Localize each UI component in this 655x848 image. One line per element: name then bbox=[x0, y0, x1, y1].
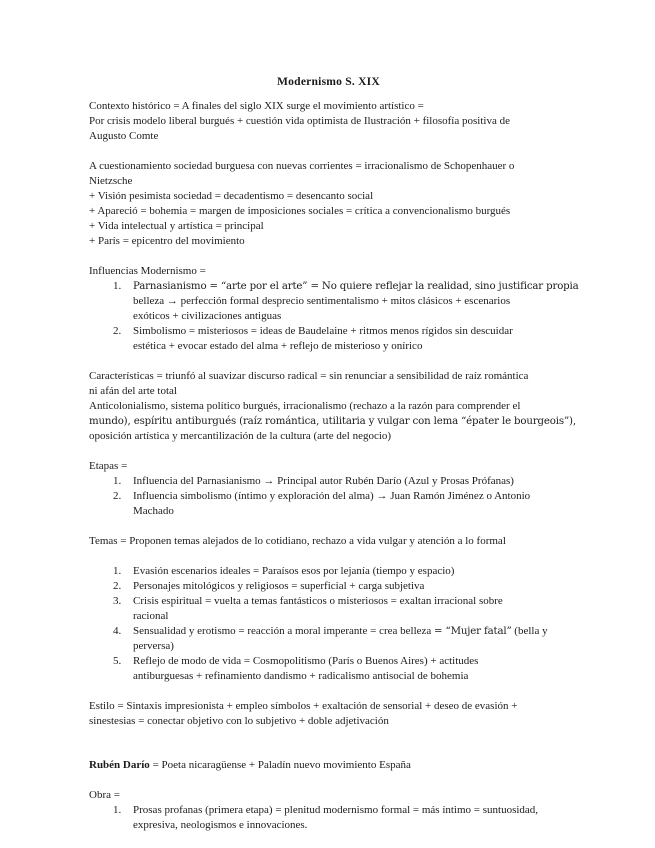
text-line bbox=[89, 429, 575, 444]
line-text bbox=[89, 700, 517, 712]
line-text bbox=[89, 160, 514, 172]
text-segment: Sensualidad y erotismo = reacción a moral imperante = crea belleza bbox=[133, 625, 435, 637]
text-segment: Contexto histórico = A finales del siglo XIX surge el movimiento artístico = bbox=[89, 100, 424, 112]
list-item-line bbox=[89, 803, 575, 818]
text-segment: Anticolonialismo, sistema político burgués, irracionalismo (rechazo a la razón para comprender el bbox=[89, 400, 521, 412]
text-segment: expresiva, neologismos e innovaciones. bbox=[133, 819, 308, 831]
list-continuation-line bbox=[89, 609, 575, 624]
line-text bbox=[89, 759, 411, 771]
text-segment: Etapas = bbox=[89, 460, 128, 472]
text-segment: ni afán del arte total bbox=[89, 385, 177, 397]
text-line bbox=[89, 189, 575, 204]
text-segment: Parnasianismo = “arte por el arte” = No quiere reflejar la realidad, sino justificar propia bbox=[133, 281, 579, 292]
text-line bbox=[89, 219, 575, 234]
list-item-line bbox=[89, 474, 575, 489]
list-item-line bbox=[89, 624, 575, 639]
text-segment: = Poeta nicaragüense + Paladín nuevo movimiento España bbox=[149, 759, 411, 771]
text-line bbox=[89, 714, 575, 729]
text-segment: Temas = Proponen temas alejados de lo cotidiano, rechazo a vida vulgar y atención a lo formal bbox=[89, 535, 506, 547]
list-item-number: 1. bbox=[113, 280, 122, 292]
text-line bbox=[89, 384, 575, 399]
temas-intro-paragraph bbox=[89, 534, 575, 549]
line-text bbox=[133, 610, 168, 622]
line-text bbox=[89, 535, 506, 547]
text-line bbox=[89, 174, 575, 189]
text-segment: Obra = bbox=[89, 789, 120, 801]
text-segment: oposición artística y mercantilización de la cultura (arte del negocio) bbox=[89, 430, 392, 442]
list-item-number: 2. bbox=[113, 490, 122, 502]
document-title: Modernismo S. XIX bbox=[277, 75, 380, 88]
line-text bbox=[89, 430, 391, 442]
text-segment: Rubén Darío bbox=[89, 759, 150, 771]
temas-list bbox=[89, 564, 575, 684]
list-continuation-line bbox=[89, 309, 575, 324]
text-segment: perversa) bbox=[133, 640, 174, 652]
context-paragraph bbox=[89, 99, 575, 144]
line-text bbox=[89, 715, 389, 727]
list-continuation-line bbox=[89, 818, 575, 833]
text-line bbox=[89, 399, 575, 414]
line-text bbox=[133, 324, 513, 339]
text-segment: Influencia del Parnasianismo → Principal autor Rubén Darío (Azul y Prosas Prófanas) bbox=[133, 475, 514, 487]
text-segment: A cuestionamiento sociedad burguesa con nuevas corrientes = irracionalismo de Schopenhauer o bbox=[89, 160, 515, 172]
cuestionamiento-paragraph bbox=[89, 159, 575, 249]
line-text bbox=[133, 505, 174, 517]
line-text bbox=[89, 220, 264, 232]
text-segment: Augusto Comte bbox=[89, 130, 159, 142]
text-segment: Influencia simbolismo (íntimo y exploración del alma) → Juan Ramón Jiménez o Antonio bbox=[133, 490, 531, 502]
list-continuation-line bbox=[89, 669, 575, 684]
list-continuation-line bbox=[89, 339, 575, 354]
list-item-line bbox=[89, 564, 575, 579]
line-text bbox=[133, 295, 510, 307]
text-segment: belleza → perfección formal desprecio sentimentalismo + mitos clásicos + escenarios bbox=[133, 295, 511, 307]
line-text bbox=[133, 579, 424, 594]
line-text bbox=[89, 460, 127, 472]
text-line bbox=[89, 99, 575, 114]
list-item-number: 2. bbox=[113, 580, 122, 592]
line-text bbox=[133, 489, 530, 504]
line-text bbox=[133, 279, 579, 294]
list-item-line bbox=[89, 279, 579, 294]
estilo-paragraph bbox=[89, 699, 575, 729]
text-line bbox=[89, 234, 575, 249]
text-segment: Personajes mitológicos y religiosos = superficial + carga subjetiva bbox=[133, 580, 425, 592]
text-segment: Crisis espiritual = vuelta a temas fantásticos o misteriosos = exaltan irracional sobre bbox=[133, 595, 503, 607]
line-text bbox=[89, 235, 245, 247]
text-segment: + Apareció = bohemia = margen de imposiciones sociales = crítica a convencionalismo burgués bbox=[89, 205, 511, 217]
ruben-dario-heading bbox=[89, 758, 575, 773]
list-item-line bbox=[89, 579, 575, 594]
etapas-section bbox=[89, 459, 575, 519]
list-continuation-line bbox=[89, 294, 575, 309]
text-segment: Reflejo de modo de vida = Cosmopolitismo (París o Buenos Aires) + actitudes bbox=[133, 655, 479, 667]
line-text bbox=[133, 564, 454, 579]
text-segment: Simbolismo = misteriosos = ideas de Baudelaine + ritmos menos rígidos sin descuidar bbox=[133, 325, 513, 337]
text-line bbox=[89, 114, 575, 129]
line-text bbox=[133, 594, 503, 609]
line-text bbox=[89, 385, 177, 397]
text-segment: sinestesias = conectar objetivo con lo subjetivo + doble adjetivación bbox=[89, 715, 389, 727]
line-text bbox=[133, 670, 468, 682]
line-text bbox=[133, 624, 548, 639]
text-line bbox=[89, 758, 575, 773]
line-text bbox=[133, 474, 514, 489]
list-item-line bbox=[89, 489, 575, 504]
document-body bbox=[89, 99, 579, 833]
line-text bbox=[89, 370, 528, 382]
list-item-number: 1. bbox=[113, 475, 122, 487]
text-segment: antiburguesas + refinamiento dandismo + radicalismo antisocial de bohemia bbox=[133, 670, 469, 682]
line-text bbox=[89, 265, 206, 277]
text-segment: estética + evocar estado del alma + reflejo de misterioso y onírico bbox=[133, 340, 423, 352]
line-text bbox=[89, 115, 510, 127]
text-line bbox=[89, 788, 575, 803]
list-item-line bbox=[89, 594, 575, 609]
text-segment: + París = epicentro del movimiento bbox=[89, 235, 245, 247]
text-segment: mundo), espíritu antiburgués (raíz romántica, utilitaria y vulgar con lema “épater le bourgeois”), bbox=[89, 416, 576, 427]
list-item-number: 4. bbox=[113, 625, 122, 637]
text-segment: Nietzsche bbox=[89, 175, 133, 187]
line-text bbox=[133, 640, 174, 652]
list-item-number: 2. bbox=[113, 325, 122, 337]
text-segment: + Visión pesimista sociedad = decadentismo = desencanto social bbox=[89, 190, 374, 202]
text-segment: Estilo = Sintaxis impresionista + empleo símbolos + exaltación de sensorial + deseo de evasión + bbox=[89, 700, 518, 712]
text-segment: Evasión escenarios ideales = Paraísos esos por lejanía (tiempo y espacio) bbox=[133, 565, 455, 577]
text-segment: Influencias Modernismo = bbox=[89, 265, 206, 277]
text-line bbox=[89, 459, 575, 474]
text-line bbox=[89, 159, 575, 174]
text-segment: Machado bbox=[133, 505, 174, 517]
text-segment: Por crisis modelo liberal burgués + cuestión vida optimista de Ilustración + filosofía positiva de bbox=[89, 115, 510, 127]
line-text bbox=[133, 654, 478, 669]
obra-section bbox=[89, 788, 575, 833]
list-item-line bbox=[89, 654, 575, 669]
text-segment: + Vida intelectual y artística = principal bbox=[89, 220, 264, 232]
line-text bbox=[133, 819, 307, 831]
line-text bbox=[89, 400, 520, 412]
text-line bbox=[89, 414, 575, 429]
text-segment: (bella y bbox=[511, 625, 548, 637]
text-segment: Prosas profanas (primera etapa) = plenitud modernismo formal = más íntimo = suntuosidad, bbox=[133, 804, 539, 816]
line-text bbox=[89, 190, 373, 202]
line-text bbox=[89, 175, 132, 187]
list-item-line bbox=[89, 324, 575, 339]
caracteristicas-paragraph bbox=[89, 369, 575, 444]
line-text bbox=[133, 803, 538, 818]
line-text bbox=[89, 789, 120, 801]
line-text bbox=[89, 205, 510, 217]
text-line bbox=[89, 264, 575, 279]
list-item-number: 1. bbox=[113, 565, 122, 577]
text-segment: = “Mujer fatal” bbox=[434, 626, 512, 637]
list-continuation-line bbox=[89, 504, 575, 519]
line-text bbox=[89, 130, 158, 142]
text-line bbox=[89, 204, 575, 219]
text-line bbox=[89, 534, 575, 549]
text-line bbox=[89, 369, 575, 384]
list-item-number: 3. bbox=[113, 595, 122, 607]
list-item-number: 1. bbox=[113, 804, 122, 816]
line-text bbox=[133, 340, 422, 352]
text-segment: exóticos + civilizaciones antiguas bbox=[133, 310, 282, 322]
influencias-section bbox=[89, 264, 579, 354]
text-segment: racional bbox=[133, 610, 169, 622]
list-continuation-line bbox=[89, 639, 575, 654]
line-text bbox=[133, 310, 281, 322]
text-line bbox=[89, 129, 575, 144]
list-item-number: 5. bbox=[113, 655, 122, 667]
line-text bbox=[89, 100, 424, 112]
text-line bbox=[89, 699, 575, 714]
text-segment: Características = triunfó al suavizar discurso radical = sin renunciar a sensibilidad de raíz romántica bbox=[89, 370, 529, 382]
line-text bbox=[89, 415, 576, 427]
